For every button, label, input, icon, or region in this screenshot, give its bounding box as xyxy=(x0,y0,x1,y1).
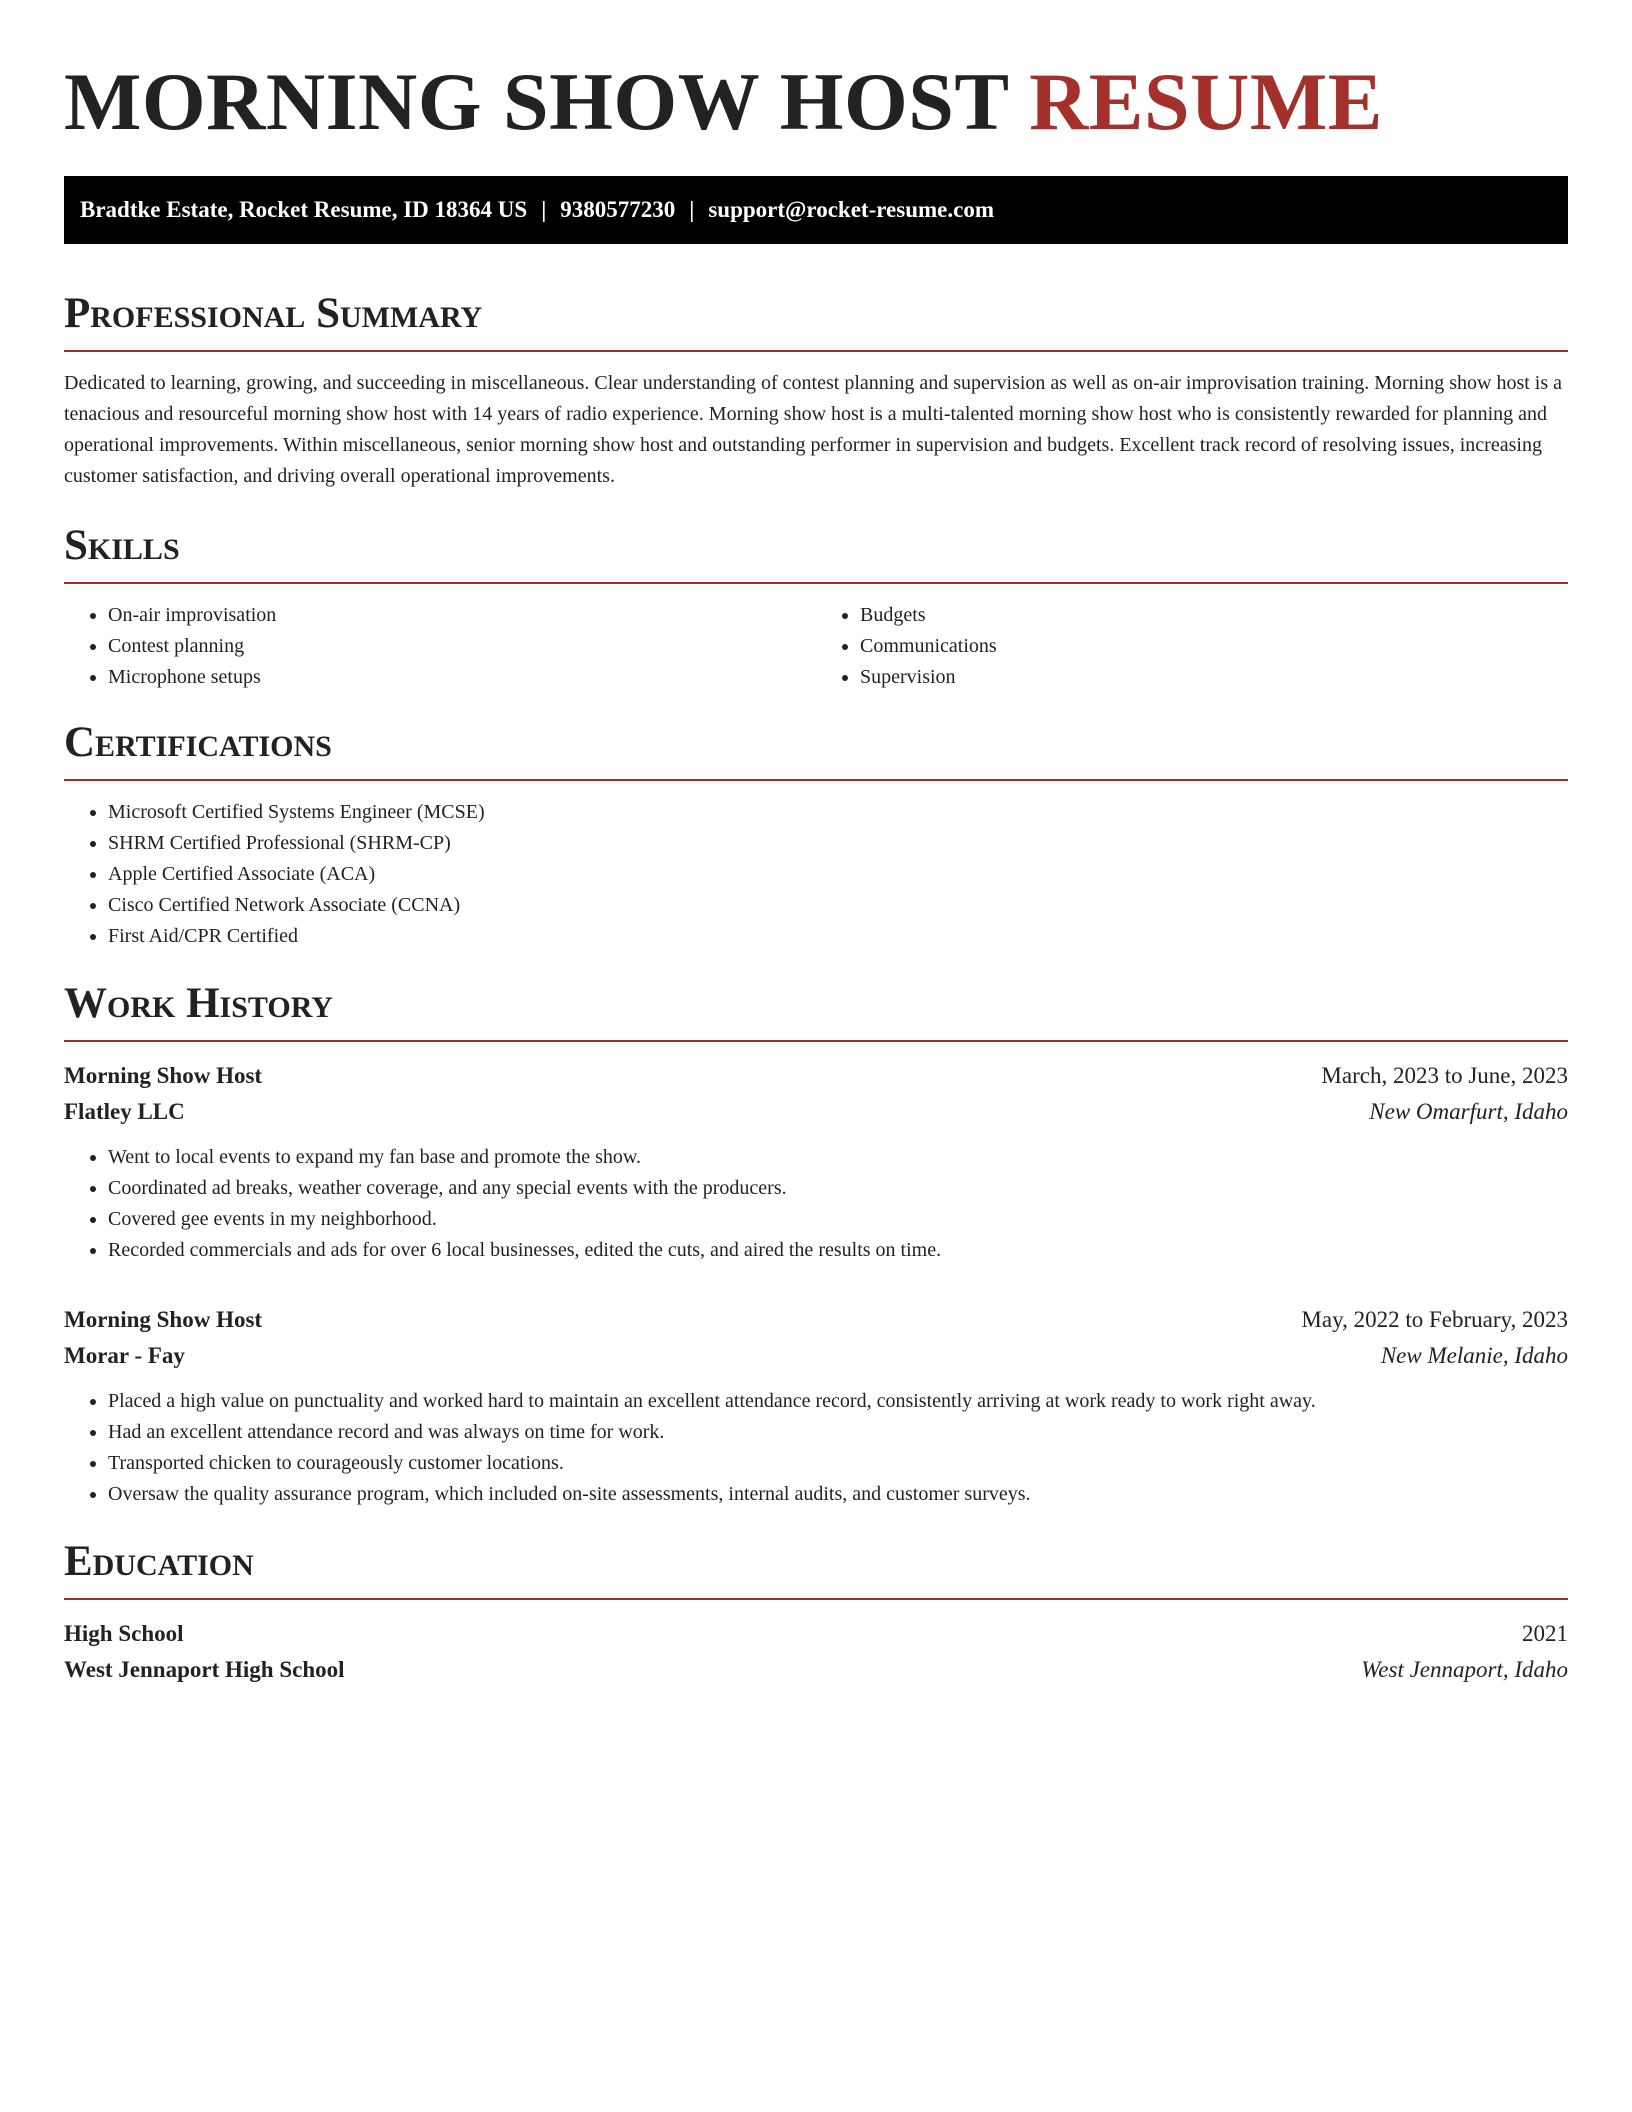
job-dates: May, 2022 to February, 2023 xyxy=(1301,1307,1568,1332)
title-main: MORNING SHOW HOST xyxy=(64,56,1009,147)
skill-item: • Supervision xyxy=(860,662,1568,693)
skills-grid xyxy=(64,600,1568,693)
job-title: Morning Show Host xyxy=(64,1307,263,1332)
education-heading: Education xyxy=(64,1538,254,1585)
job-bullet: • Coordinated ad breaks, weather coverage, and any special events with the producers. xyxy=(108,1173,1568,1204)
education-entry xyxy=(64,1616,1568,1688)
job-company: Flatley LLC xyxy=(64,1099,185,1124)
education-subheader xyxy=(64,1652,1568,1688)
certification-item: • Microsoft Certified Systems Engineer (MCSE) xyxy=(108,797,1568,828)
skill-item: • Communications xyxy=(860,631,1568,662)
skills-column-right xyxy=(816,600,1568,693)
job-bullet: • Recorded commercials and ads for over 6 local businesses, edited the cuts, and aired the results on time. xyxy=(108,1235,1568,1266)
summary-heading: Professional Summary xyxy=(64,290,483,337)
certification-item: • SHRM Certified Professional (SHRM-CP) xyxy=(108,828,1568,859)
job-company: Morar - Fay xyxy=(64,1343,185,1368)
summary-text: Dedicated to learning, growing, and succeeding in miscellaneous. Clear understanding of contest planning and supervision as well as on-air improvisation training. Morning show host is a tenacious and resourceful morning show host with 14 years of radio experience. Morning show host is a multi-talented morning show host who is consistently rewarded for planning and operational improvements. Within miscellaneous, senior morning show host and outstanding performer in supervision and budgets. Excellent track record of resolving issues, increasing customer satisfaction, and driving overall operational improvements. xyxy=(64,372,1563,487)
job-bullets xyxy=(64,1142,1568,1266)
job-location: New Omarfurt, Idaho xyxy=(1369,1099,1568,1124)
contact-phone: 9380577230 xyxy=(560,197,676,222)
job-title: Morning Show Host xyxy=(64,1063,263,1088)
section-divider xyxy=(64,779,1568,781)
resume-title xyxy=(64,0,1568,152)
education-section xyxy=(64,1536,1568,1688)
job-header xyxy=(64,1302,1568,1338)
job-bullet: • Had an excellent attendance record and was always on time for work. xyxy=(108,1417,1568,1448)
skill-item: • Budgets xyxy=(860,600,1568,631)
certification-item: • First Aid/CPR Certified xyxy=(108,921,1568,952)
job-bullet: • Oversaw the quality assurance program, which included on-site assessments, internal audits, and customer surveys. xyxy=(108,1479,1568,1510)
summary-section xyxy=(64,288,1568,492)
job-bullet: • Transported chicken to courageously customer locations. xyxy=(108,1448,1568,1479)
skills-column-left xyxy=(64,600,816,693)
work-history-heading: Work History xyxy=(64,980,333,1027)
certifications-list xyxy=(64,797,1568,952)
education-year: 2021 xyxy=(1522,1621,1568,1646)
education-school: West Jennaport High School xyxy=(64,1657,345,1682)
job-bullets xyxy=(64,1386,1568,1510)
section-divider xyxy=(64,1598,1568,1600)
section-divider xyxy=(64,350,1568,352)
job-bullet: • Placed a high value on punctuality and worked hard to maintain an excellent attendance record, consistently arriving at work ready to work right away. xyxy=(108,1386,1568,1417)
skills-section xyxy=(64,520,1568,693)
education-degree: High School xyxy=(64,1621,184,1646)
job-bullet: • Went to local events to expand my fan base and promote the show. xyxy=(108,1142,1568,1173)
section-divider xyxy=(64,582,1568,584)
job-dates: March, 2023 to June, 2023 xyxy=(1321,1063,1568,1088)
job-subheader xyxy=(64,1094,1568,1130)
contact-separator: | xyxy=(541,197,547,222)
skill-item: • Contest planning xyxy=(108,631,816,662)
certifications-section xyxy=(64,717,1568,952)
certifications-heading: Certifications xyxy=(64,719,332,766)
job-header xyxy=(64,1058,1568,1094)
contact-separator: | xyxy=(689,197,695,222)
job-entry xyxy=(64,1302,1568,1510)
contact-email: support@rocket-resume.com xyxy=(708,197,994,222)
certification-item: • Cisco Certified Network Associate (CCNA) xyxy=(108,890,1568,921)
certification-item: • Apple Certified Associate (ACA) xyxy=(108,859,1568,890)
contact-address: Bradtke Estate, Rocket Resume, ID 18364 US xyxy=(80,197,528,222)
section-divider xyxy=(64,1040,1568,1042)
job-bullet: • Covered gee events in my neighborhood. xyxy=(108,1204,1568,1235)
contact-bar xyxy=(64,176,1568,244)
skills-heading: Skills xyxy=(64,522,180,569)
education-header xyxy=(64,1616,1568,1652)
job-subheader xyxy=(64,1338,1568,1374)
skill-item: • On-air improvisation xyxy=(108,600,816,631)
job-entry xyxy=(64,1058,1568,1266)
job-location: New Melanie, Idaho xyxy=(1380,1343,1568,1368)
education-location: West Jennaport, Idaho xyxy=(1361,1657,1568,1682)
work-history-section xyxy=(64,978,1568,1510)
title-accent: RESUME xyxy=(1029,56,1383,147)
skill-item: • Microphone setups xyxy=(108,662,816,693)
